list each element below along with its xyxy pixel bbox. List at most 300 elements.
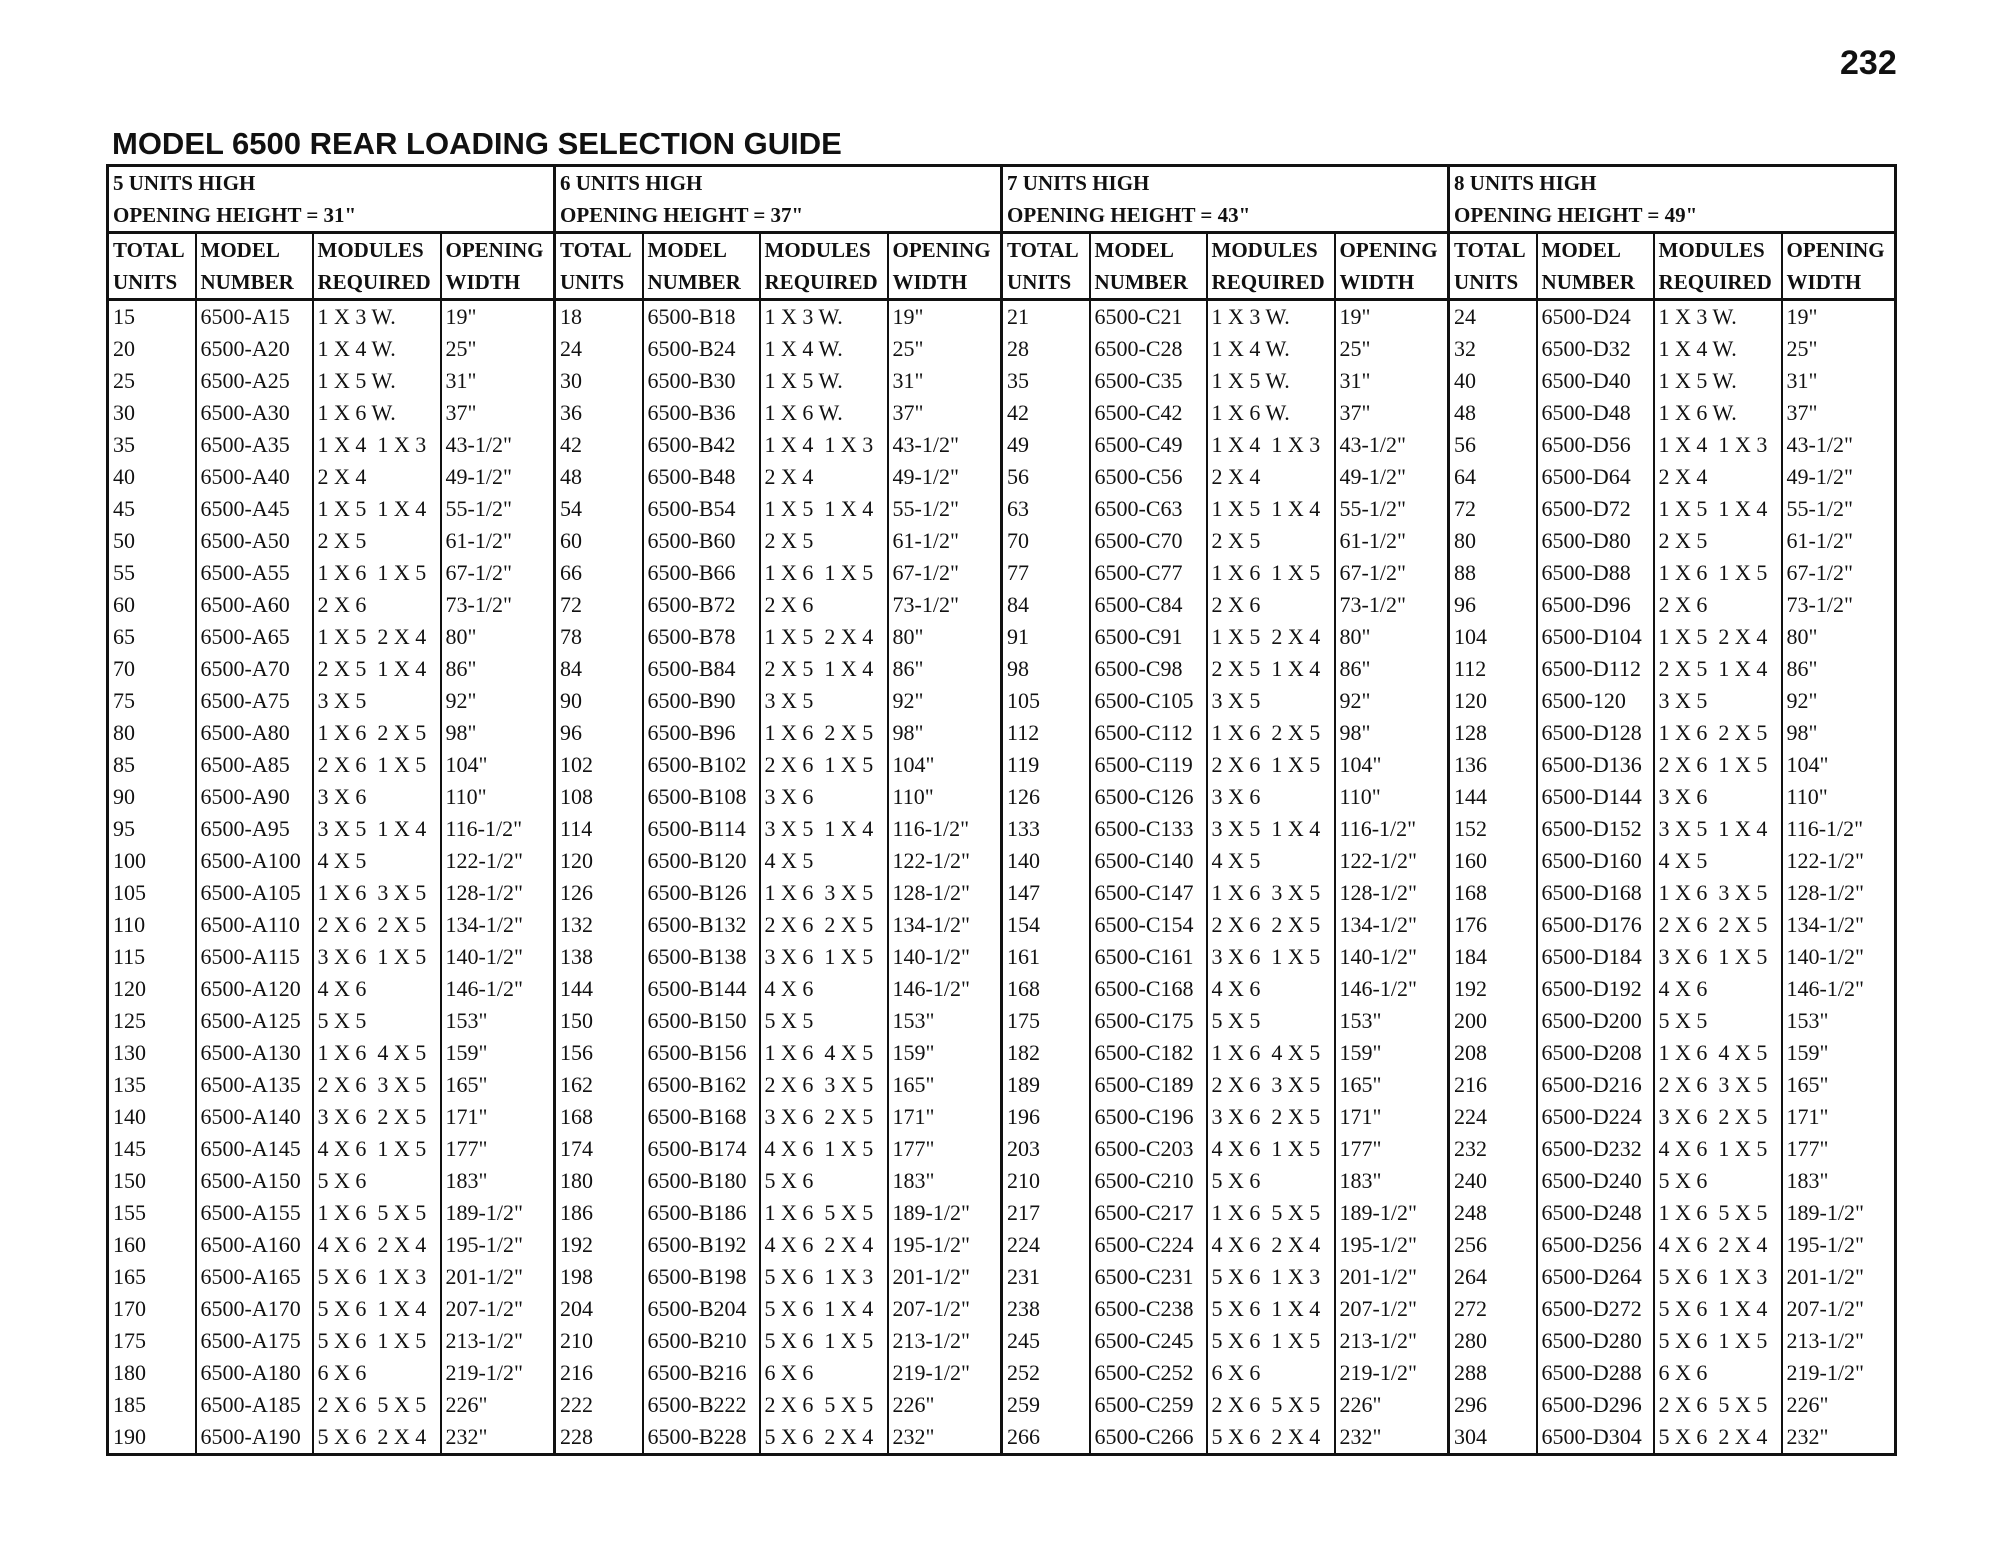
cell-model-number: 6500-D224 xyxy=(1537,1101,1654,1133)
column-header-line1: TOTAL xyxy=(1007,238,1079,262)
table-row xyxy=(108,845,1896,877)
cell-opening-width: 110" xyxy=(1335,781,1449,813)
cell-modules-required: 1 X 6 W. xyxy=(760,397,888,429)
cell-modules-required: 4 X 6 1 X 5 xyxy=(1654,1133,1782,1165)
cell-opening-width: 122-1/2" xyxy=(441,845,555,877)
cell-total-units: 70 xyxy=(108,653,196,685)
cell-total-units: 105 xyxy=(1002,685,1090,717)
cell-total-units: 130 xyxy=(108,1037,196,1069)
cell-model-number: 6500-A50 xyxy=(196,525,313,557)
column-header-model-number xyxy=(1537,233,1654,300)
cell-total-units: 40 xyxy=(108,461,196,493)
cell-model-number: 6500-B84 xyxy=(643,653,760,685)
cell-opening-width: 25" xyxy=(1782,333,1896,365)
cell-total-units: 248 xyxy=(1449,1197,1537,1229)
cell-model-number: 6500-D144 xyxy=(1537,781,1654,813)
cell-opening-width: 177" xyxy=(1782,1133,1896,1165)
cell-model-number: 6500-B162 xyxy=(643,1069,760,1101)
cell-total-units: 56 xyxy=(1449,429,1537,461)
column-header-model-number xyxy=(1090,233,1207,300)
cell-model-number: 6500-C49 xyxy=(1090,429,1207,461)
table-row xyxy=(108,461,1896,493)
cell-model-number: 6500-D200 xyxy=(1537,1005,1654,1037)
cell-model-number: 6500-B108 xyxy=(643,781,760,813)
cell-modules-required: 5 X 6 1 X 4 xyxy=(313,1293,441,1325)
cell-opening-width: 146-1/2" xyxy=(441,973,555,1005)
cell-modules-required: 1 X 3 W. xyxy=(760,300,888,334)
cell-model-number: 6500-D128 xyxy=(1537,717,1654,749)
table-row xyxy=(108,1005,1896,1037)
cell-total-units: 155 xyxy=(108,1197,196,1229)
cell-modules-required: 1 X 4 W. xyxy=(1207,333,1335,365)
cell-model-number: 6500-D280 xyxy=(1537,1325,1654,1357)
cell-opening-width: 153" xyxy=(1782,1005,1896,1037)
cell-opening-width: 67-1/2" xyxy=(1782,557,1896,589)
cell-modules-required: 5 X 6 xyxy=(1654,1165,1782,1197)
cell-modules-required: 2 X 5 1 X 4 xyxy=(313,653,441,685)
group-opening-height: OPENING HEIGHT = 49" xyxy=(1454,203,1698,227)
cell-opening-width: 25" xyxy=(1335,333,1449,365)
cell-opening-width: 213-1/2" xyxy=(1335,1325,1449,1357)
cell-model-number: 6500-D288 xyxy=(1537,1357,1654,1389)
cell-opening-width: 31" xyxy=(888,365,1002,397)
column-header-line1: MODEL xyxy=(647,238,727,262)
cell-opening-width: 98" xyxy=(888,717,1002,749)
cell-opening-width: 116-1/2" xyxy=(1335,813,1449,845)
cell-total-units: 91 xyxy=(1002,621,1090,653)
cell-modules-required: 1 X 5 W. xyxy=(1207,365,1335,397)
column-header-opening-width xyxy=(441,233,555,300)
cell-model-number: 6500-A150 xyxy=(196,1165,313,1197)
column-header-opening-width xyxy=(1335,233,1449,300)
column-header-line2: REQUIRED xyxy=(764,270,878,294)
cell-modules-required: 4 X 5 xyxy=(1207,845,1335,877)
cell-model-number: 6500-C98 xyxy=(1090,653,1207,685)
cell-opening-width: 195-1/2" xyxy=(441,1229,555,1261)
cell-total-units: 96 xyxy=(1449,589,1537,621)
cell-total-units: 189 xyxy=(1002,1069,1090,1101)
cell-total-units: 24 xyxy=(555,333,643,365)
cell-total-units: 40 xyxy=(1449,365,1537,397)
cell-modules-required: 2 X 6 2 X 5 xyxy=(1207,909,1335,941)
cell-model-number: 6500-A160 xyxy=(196,1229,313,1261)
column-header-line1: MODEL xyxy=(1094,238,1174,262)
cell-opening-width: 104" xyxy=(1335,749,1449,781)
cell-modules-required: 4 X 6 2 X 4 xyxy=(760,1229,888,1261)
cell-opening-width: 19" xyxy=(1335,300,1449,334)
cell-opening-width: 49-1/2" xyxy=(1335,461,1449,493)
cell-total-units: 120 xyxy=(108,973,196,1005)
cell-total-units: 132 xyxy=(555,909,643,941)
column-header-line2: UNITS xyxy=(1454,270,1519,294)
cell-model-number: 6500-A185 xyxy=(196,1389,313,1421)
cell-total-units: 80 xyxy=(1449,525,1537,557)
cell-modules-required: 4 X 6 xyxy=(313,973,441,1005)
cell-model-number: 6500-D40 xyxy=(1537,365,1654,397)
cell-modules-required: 5 X 6 2 X 4 xyxy=(1654,1421,1782,1455)
cell-total-units: 32 xyxy=(1449,333,1537,365)
cell-total-units: 98 xyxy=(1002,653,1090,685)
column-header-total-units xyxy=(1449,233,1537,300)
cell-total-units: 150 xyxy=(555,1005,643,1037)
cell-total-units: 102 xyxy=(555,749,643,781)
column-header-opening-width xyxy=(1782,233,1896,300)
cell-total-units: 54 xyxy=(555,493,643,525)
cell-model-number: 6500-D176 xyxy=(1537,909,1654,941)
table-row xyxy=(108,1261,1896,1293)
table-row xyxy=(108,621,1896,653)
cell-total-units: 217 xyxy=(1002,1197,1090,1229)
cell-total-units: 105 xyxy=(108,877,196,909)
cell-total-units: 75 xyxy=(108,685,196,717)
column-header-line2: WIDTH xyxy=(892,270,968,294)
cell-opening-width: 232" xyxy=(888,1421,1002,1455)
column-header-line1: TOTAL xyxy=(113,238,185,262)
cell-model-number: 6500-B36 xyxy=(643,397,760,429)
cell-model-number: 6500-B90 xyxy=(643,685,760,717)
column-header-line2: NUMBER xyxy=(1094,270,1188,294)
column-header-line2: NUMBER xyxy=(647,270,741,294)
cell-total-units: 200 xyxy=(1449,1005,1537,1037)
cell-model-number: 6500-A55 xyxy=(196,557,313,589)
cell-model-number: 6500-B42 xyxy=(643,429,760,461)
cell-modules-required: 4 X 5 xyxy=(1654,845,1782,877)
cell-total-units: 136 xyxy=(1449,749,1537,781)
cell-modules-required: 4 X 6 xyxy=(1207,973,1335,1005)
cell-modules-required: 1 X 6 2 X 5 xyxy=(1654,717,1782,749)
cell-total-units: 126 xyxy=(555,877,643,909)
cell-model-number: 6500-D152 xyxy=(1537,813,1654,845)
cell-modules-required: 2 X 5 xyxy=(760,525,888,557)
cell-total-units: 24 xyxy=(1449,300,1537,334)
cell-opening-width: 189-1/2" xyxy=(888,1197,1002,1229)
cell-model-number: 6500-C224 xyxy=(1090,1229,1207,1261)
cell-total-units: 96 xyxy=(555,717,643,749)
cell-modules-required: 5 X 6 2 X 4 xyxy=(313,1421,441,1455)
cell-modules-required: 2 X 6 2 X 5 xyxy=(313,909,441,941)
cell-total-units: 70 xyxy=(1002,525,1090,557)
cell-model-number: 6500-B204 xyxy=(643,1293,760,1325)
cell-model-number: 6500-C203 xyxy=(1090,1133,1207,1165)
cell-modules-required: 2 X 6 1 X 5 xyxy=(760,749,888,781)
cell-model-number: 6500-A90 xyxy=(196,781,313,813)
cell-total-units: 147 xyxy=(1002,877,1090,909)
table-row xyxy=(108,877,1896,909)
cell-opening-width: 67-1/2" xyxy=(441,557,555,589)
cell-modules-required: 1 X 6 4 X 5 xyxy=(1654,1037,1782,1069)
cell-model-number: 6500-D232 xyxy=(1537,1133,1654,1165)
cell-opening-width: 61-1/2" xyxy=(1782,525,1896,557)
cell-modules-required: 5 X 5 xyxy=(1654,1005,1782,1037)
table-row xyxy=(108,525,1896,557)
cell-total-units: 85 xyxy=(108,749,196,781)
cell-model-number: 6500-D88 xyxy=(1537,557,1654,589)
cell-model-number: 6500-A15 xyxy=(196,300,313,334)
column-header-opening-width xyxy=(888,233,1002,300)
column-header-line1: TOTAL xyxy=(1454,238,1526,262)
cell-model-number: 6500-B210 xyxy=(643,1325,760,1357)
cell-model-number: 6500-C189 xyxy=(1090,1069,1207,1101)
cell-modules-required: 5 X 6 1 X 5 xyxy=(1207,1325,1335,1357)
cell-total-units: 42 xyxy=(1002,397,1090,429)
cell-model-number: 6500-C126 xyxy=(1090,781,1207,813)
cell-total-units: 78 xyxy=(555,621,643,653)
cell-opening-width: 128-1/2" xyxy=(441,877,555,909)
table-row xyxy=(108,781,1896,813)
cell-modules-required: 1 X 6 2 X 5 xyxy=(313,717,441,749)
cell-total-units: 15 xyxy=(108,300,196,334)
cell-opening-width: 128-1/2" xyxy=(888,877,1002,909)
cell-modules-required: 2 X 6 1 X 5 xyxy=(1207,749,1335,781)
cell-opening-width: 19" xyxy=(888,300,1002,334)
cell-opening-width: 86" xyxy=(1335,653,1449,685)
cell-modules-required: 1 X 6 5 X 5 xyxy=(1207,1197,1335,1229)
cell-modules-required: 1 X 6 4 X 5 xyxy=(1207,1037,1335,1069)
cell-opening-width: 92" xyxy=(888,685,1002,717)
cell-opening-width: 153" xyxy=(888,1005,1002,1037)
cell-model-number: 6500-B18 xyxy=(643,300,760,334)
cell-model-number: 6500-C252 xyxy=(1090,1357,1207,1389)
cell-opening-width: 86" xyxy=(441,653,555,685)
cell-total-units: 259 xyxy=(1002,1389,1090,1421)
cell-model-number: 6500-B222 xyxy=(643,1389,760,1421)
table-row xyxy=(108,1389,1896,1421)
cell-modules-required: 6 X 6 xyxy=(760,1357,888,1389)
cell-model-number: 6500-A85 xyxy=(196,749,313,781)
cell-model-number: 6500-D240 xyxy=(1537,1165,1654,1197)
cell-opening-width: 201-1/2" xyxy=(1782,1261,1896,1293)
cell-modules-required: 1 X 6 4 X 5 xyxy=(760,1037,888,1069)
cell-opening-width: 67-1/2" xyxy=(1335,557,1449,589)
cell-opening-width: 171" xyxy=(1335,1101,1449,1133)
cell-total-units: 304 xyxy=(1449,1421,1537,1455)
cell-modules-required: 3 X 5 xyxy=(1654,685,1782,717)
cell-model-number: 6500-D296 xyxy=(1537,1389,1654,1421)
cell-model-number: 6500-A140 xyxy=(196,1101,313,1133)
page-title: MODEL 6500 REAR LOADING SELECTION GUIDE xyxy=(112,126,842,161)
cell-total-units: 231 xyxy=(1002,1261,1090,1293)
cell-modules-required: 4 X 6 xyxy=(760,973,888,1005)
cell-model-number: 6500-A70 xyxy=(196,653,313,685)
cell-modules-required: 2 X 4 xyxy=(1207,461,1335,493)
cell-total-units: 128 xyxy=(1449,717,1537,749)
cell-model-number: 6500-D256 xyxy=(1537,1229,1654,1261)
cell-total-units: 84 xyxy=(555,653,643,685)
column-header-line1: OPENING xyxy=(892,238,991,262)
table-row xyxy=(108,557,1896,589)
cell-modules-required: 1 X 5 2 X 4 xyxy=(313,621,441,653)
cell-total-units: 238 xyxy=(1002,1293,1090,1325)
cell-modules-required: 1 X 6 2 X 5 xyxy=(1207,717,1335,749)
cell-modules-required: 3 X 6 1 X 5 xyxy=(1207,941,1335,973)
group-units-high: 6 UNITS HIGH xyxy=(560,171,703,195)
cell-modules-required: 1 X 3 W. xyxy=(1207,300,1335,334)
cell-total-units: 65 xyxy=(108,621,196,653)
cell-model-number: 6500-D64 xyxy=(1537,461,1654,493)
cell-model-number: 6500-D304 xyxy=(1537,1421,1654,1455)
cell-model-number: 6500-A170 xyxy=(196,1293,313,1325)
column-header-total-units xyxy=(108,233,196,300)
cell-model-number: 6500-C168 xyxy=(1090,973,1207,1005)
cell-opening-width: 55-1/2" xyxy=(441,493,555,525)
cell-model-number: 6500-120 xyxy=(1537,685,1654,717)
cell-total-units: 64 xyxy=(1449,461,1537,493)
cell-total-units: 264 xyxy=(1449,1261,1537,1293)
column-header-modules-required xyxy=(1654,233,1782,300)
group-opening-height: OPENING HEIGHT = 43" xyxy=(1007,203,1251,227)
cell-model-number: 6500-B198 xyxy=(643,1261,760,1293)
cell-modules-required: 5 X 6 2 X 4 xyxy=(760,1421,888,1455)
cell-modules-required: 2 X 4 xyxy=(313,461,441,493)
cell-model-number: 6500-B168 xyxy=(643,1101,760,1133)
cell-total-units: 20 xyxy=(108,333,196,365)
cell-modules-required: 1 X 5 W. xyxy=(760,365,888,397)
cell-opening-width: 146-1/2" xyxy=(888,973,1002,1005)
cell-model-number: 6500-C175 xyxy=(1090,1005,1207,1037)
cell-model-number: 6500-D136 xyxy=(1537,749,1654,781)
cell-opening-width: 134-1/2" xyxy=(441,909,555,941)
cell-opening-width: 61-1/2" xyxy=(888,525,1002,557)
cell-model-number: 6500-C105 xyxy=(1090,685,1207,717)
cell-opening-width: 110" xyxy=(1782,781,1896,813)
cell-modules-required: 1 X 6 3 X 5 xyxy=(760,877,888,909)
cell-total-units: 150 xyxy=(108,1165,196,1197)
cell-total-units: 133 xyxy=(1002,813,1090,845)
group-header-row xyxy=(108,166,1896,233)
cell-model-number: 6500-A80 xyxy=(196,717,313,749)
cell-modules-required: 2 X 6 2 X 5 xyxy=(1654,909,1782,941)
cell-modules-required: 3 X 6 2 X 5 xyxy=(1207,1101,1335,1133)
group-units-high: 7 UNITS HIGH xyxy=(1007,171,1150,195)
cell-modules-required: 4 X 6 2 X 4 xyxy=(1654,1229,1782,1261)
cell-modules-required: 3 X 5 1 X 4 xyxy=(760,813,888,845)
cell-model-number: 6500-D112 xyxy=(1537,653,1654,685)
cell-modules-required: 3 X 6 2 X 5 xyxy=(313,1101,441,1133)
cell-model-number: 6500-A145 xyxy=(196,1133,313,1165)
cell-opening-width: 195-1/2" xyxy=(1782,1229,1896,1261)
cell-opening-width: 219-1/2" xyxy=(1335,1357,1449,1389)
cell-modules-required: 1 X 5 1 X 4 xyxy=(313,493,441,525)
cell-model-number: 6500-A115 xyxy=(196,941,313,973)
cell-total-units: 208 xyxy=(1449,1037,1537,1069)
cell-modules-required: 1 X 5 2 X 4 xyxy=(760,621,888,653)
cell-opening-width: 165" xyxy=(1335,1069,1449,1101)
cell-opening-width: 104" xyxy=(888,749,1002,781)
table-row xyxy=(108,1229,1896,1261)
cell-model-number: 6500-A135 xyxy=(196,1069,313,1101)
table-row xyxy=(108,1101,1896,1133)
cell-modules-required: 2 X 4 xyxy=(1654,461,1782,493)
cell-total-units: 180 xyxy=(555,1165,643,1197)
cell-opening-width: 73-1/2" xyxy=(1335,589,1449,621)
cell-opening-width: 226" xyxy=(888,1389,1002,1421)
cell-modules-required: 5 X 6 xyxy=(1207,1165,1335,1197)
cell-opening-width: 201-1/2" xyxy=(441,1261,555,1293)
cell-total-units: 176 xyxy=(1449,909,1537,941)
cell-total-units: 161 xyxy=(1002,941,1090,973)
cell-modules-required: 5 X 6 1 X 3 xyxy=(1654,1261,1782,1293)
cell-opening-width: 165" xyxy=(1782,1069,1896,1101)
cell-total-units: 95 xyxy=(108,813,196,845)
cell-total-units: 245 xyxy=(1002,1325,1090,1357)
cell-model-number: 6500-B180 xyxy=(643,1165,760,1197)
cell-modules-required: 3 X 6 xyxy=(1207,781,1335,813)
cell-model-number: 6500-A105 xyxy=(196,877,313,909)
cell-total-units: 280 xyxy=(1449,1325,1537,1357)
cell-opening-width: 73-1/2" xyxy=(888,589,1002,621)
cell-opening-width: 25" xyxy=(441,333,555,365)
cell-model-number: 6500-B192 xyxy=(643,1229,760,1261)
column-header-line1: OPENING xyxy=(1339,238,1438,262)
cell-modules-required: 2 X 6 xyxy=(1654,589,1782,621)
cell-model-number: 6500-B96 xyxy=(643,717,760,749)
cell-modules-required: 3 X 6 2 X 5 xyxy=(1654,1101,1782,1133)
cell-total-units: 88 xyxy=(1449,557,1537,589)
cell-modules-required: 5 X 5 xyxy=(313,1005,441,1037)
cell-opening-width: 213-1/2" xyxy=(1782,1325,1896,1357)
cell-model-number: 6500-A95 xyxy=(196,813,313,845)
cell-total-units: 145 xyxy=(108,1133,196,1165)
cell-modules-required: 2 X 5 1 X 4 xyxy=(1207,653,1335,685)
cell-total-units: 156 xyxy=(555,1037,643,1069)
cell-model-number: 6500-B66 xyxy=(643,557,760,589)
cell-modules-required: 4 X 6 1 X 5 xyxy=(1207,1133,1335,1165)
cell-total-units: 224 xyxy=(1449,1101,1537,1133)
cell-model-number: 6500-B186 xyxy=(643,1197,760,1229)
cell-opening-width: 232" xyxy=(1782,1421,1896,1455)
column-header-line2: NUMBER xyxy=(1541,270,1635,294)
column-header-line1: MODULES xyxy=(317,238,424,262)
cell-total-units: 198 xyxy=(555,1261,643,1293)
column-header-line2: UNITS xyxy=(113,270,178,294)
cell-total-units: 126 xyxy=(1002,781,1090,813)
cell-modules-required: 5 X 6 1 X 4 xyxy=(760,1293,888,1325)
cell-model-number: 6500-A110 xyxy=(196,909,313,941)
cell-opening-width: 207-1/2" xyxy=(888,1293,1002,1325)
cell-opening-width: 171" xyxy=(888,1101,1002,1133)
cell-modules-required: 1 X 5 W. xyxy=(313,365,441,397)
cell-total-units: 60 xyxy=(555,525,643,557)
cell-opening-width: 195-1/2" xyxy=(888,1229,1002,1261)
cell-modules-required: 1 X 6 5 X 5 xyxy=(313,1197,441,1229)
cell-modules-required: 2 X 5 xyxy=(1207,525,1335,557)
cell-modules-required: 5 X 6 1 X 3 xyxy=(1207,1261,1335,1293)
cell-model-number: 6500-B114 xyxy=(643,813,760,845)
cell-modules-required: 6 X 6 xyxy=(1207,1357,1335,1389)
cell-total-units: 48 xyxy=(555,461,643,493)
cell-opening-width: 207-1/2" xyxy=(1782,1293,1896,1325)
cell-model-number: 6500-C28 xyxy=(1090,333,1207,365)
cell-modules-required: 2 X 6 3 X 5 xyxy=(313,1069,441,1101)
column-header-model-number xyxy=(196,233,313,300)
cell-modules-required: 2 X 6 5 X 5 xyxy=(760,1389,888,1421)
column-header-modules-required xyxy=(313,233,441,300)
cell-modules-required: 2 X 6 1 X 5 xyxy=(1654,749,1782,781)
cell-model-number: 6500-C182 xyxy=(1090,1037,1207,1069)
column-header-total-units xyxy=(1002,233,1090,300)
cell-modules-required: 1 X 6 1 X 5 xyxy=(760,557,888,589)
cell-opening-width: 165" xyxy=(441,1069,555,1101)
group-header xyxy=(1449,166,1896,233)
cell-total-units: 50 xyxy=(108,525,196,557)
cell-opening-width: 61-1/2" xyxy=(1335,525,1449,557)
cell-total-units: 210 xyxy=(555,1325,643,1357)
cell-total-units: 25 xyxy=(108,365,196,397)
cell-opening-width: 61-1/2" xyxy=(441,525,555,557)
cell-model-number: 6500-A40 xyxy=(196,461,313,493)
column-header-row xyxy=(108,233,1896,300)
cell-modules-required: 1 X 4 W. xyxy=(1654,333,1782,365)
